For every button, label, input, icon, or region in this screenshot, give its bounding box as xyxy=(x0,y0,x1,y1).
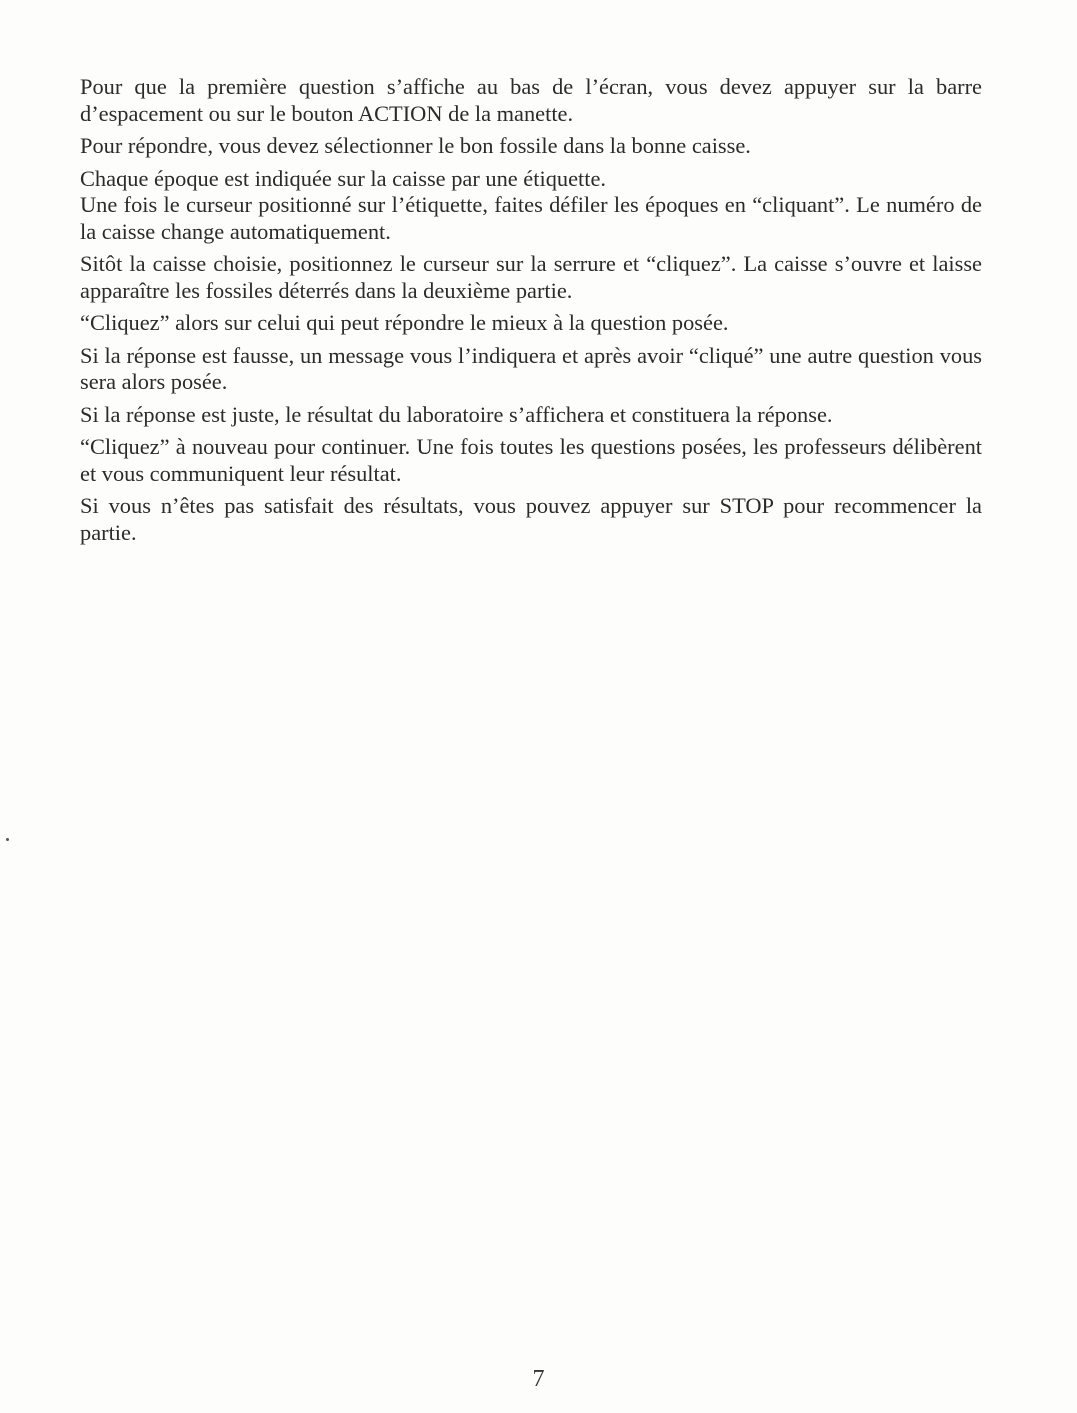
page-number: 7 xyxy=(532,1366,545,1392)
paper-speck xyxy=(6,838,9,841)
paragraph-wrong-answer: Si la réponse est fausse, un message vous l’indiquera et après avoir “cliqué” une autre question vous sera alors posée. xyxy=(80,342,982,394)
paragraph-start-question: Pour que la première question s’affiche au bas de l’écran, vous devez appuyer sur la barre d’espacement ou sur le bouton ACTION de la manette. xyxy=(80,74,982,126)
paragraph-epoch-label: Chaque époque est indiquée sur la caisse par une étiquette. xyxy=(80,165,606,191)
paragraph-click-fossil: “Cliquez” alors sur celui qui peut répondre le mieux à la question posée. xyxy=(80,310,729,335)
paragraph-continue: “Cliquez” à nouveau pour continuer. Une fois toutes les questions posées, les professeurs délibèrent et vous communiquent leur résultat. xyxy=(80,434,982,486)
paragraph-lock: Sitôt la caisse choisie, positionnez le curseur sur la serrure et “cliquez”. La caisse s’ouvre et laisse apparaître les fossiles déterrés dans la deuxième partie. xyxy=(80,251,982,303)
paragraph-cursor-label: Une fois le curseur positionné sur l’étiquette, faites défiler les époques en “cliquant”. Le numéro de la caisse change automatiquement. xyxy=(80,192,982,244)
paragraph-right-answer: Si la réponse est juste, le résultat du laboratoire s’affichera et constituera la réponse. xyxy=(80,401,833,427)
instructions-text xyxy=(80,74,982,552)
paragraph-stop: Si vous n’êtes pas satisfait des résultats, vous pouvez appuyer sur STOP pour recommencer la partie. xyxy=(80,493,982,545)
paragraph-answer: Pour répondre, vous devez sélectionner le bon fossile dans la bonne caisse. xyxy=(80,133,751,158)
